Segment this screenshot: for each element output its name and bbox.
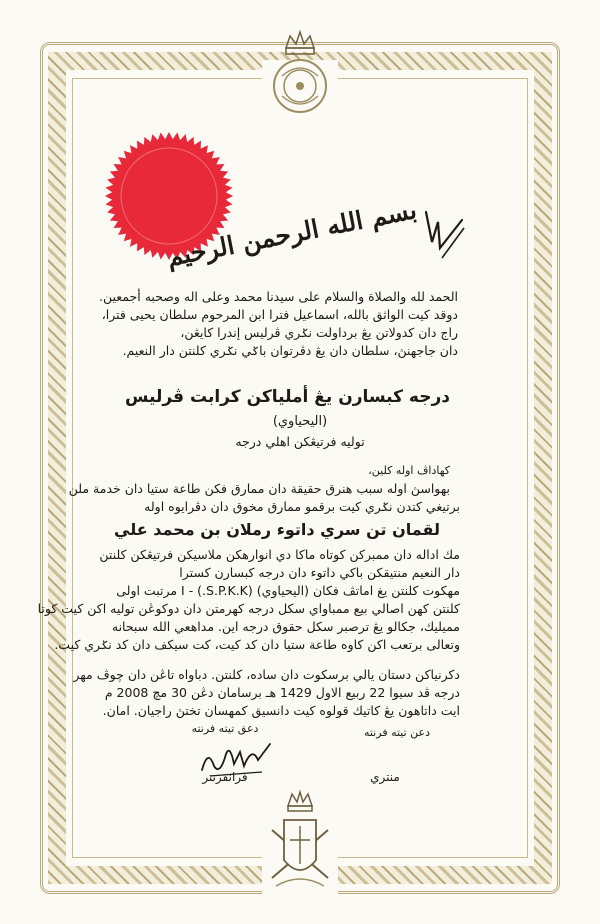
order-abbreviation: (اليحياوي) [272, 414, 328, 429]
body-line-6: دار النعيم منتيقكن باكي داتوء دان درجه كبسارن كسترا [179, 565, 460, 580]
recipient-name: لقمان تن سري داتوء رملان بن محمد علي [114, 520, 440, 539]
body-greeting: كهاداڤ اوله كلين، [368, 464, 450, 477]
preamble-line-1: الحمد لله والصلاة والسلام على سيدنا محمد وعلى اله وصحبه أجمعين. [99, 289, 458, 304]
signature-label-right-top: دعن تيته فرنته [363, 726, 431, 739]
preamble-line-2: دوقد كيت الواثق بالله، اسماعيل فترا ابن المرحوم سلطان يحيى فترا، [101, 307, 458, 322]
signature-label-left-top: دعق تيته فرنته [191, 722, 259, 735]
closing-line-2-date: درجه ڤد سيوا 22 ربيع الاول 1429 هـ برسامان دڠن 30 مچ 2008 م [104, 685, 460, 700]
closing-line-3: ايت داتاهون يڠ كاتيك قولوه كيت دانسيق كمهسان تختڽ راجيان. امان. [102, 703, 460, 718]
ruler-signature-icon [418, 202, 468, 266]
body-line-10: وتعالى برتعب اكن كاوه طاعة ستيا دان كد كيت، كت سيكف دان كد نݢري كيت. [54, 637, 460, 652]
body-line-5: مك اداله دان ممبركن كوتاه ماكا دي انوارهكن ملاسيكن فرتيڠكن كلنتن [99, 547, 460, 562]
order-subtitle: توليه فرتيڠكن اهلي درجه [235, 434, 365, 449]
body-line-8: كلنتن كهن اصالي بيع ممباواي سكل درجه كهرمتن دان دوكوڠن توليه اكن كيت كوتا [37, 601, 460, 616]
preamble-line-3: راج دان كدولاتن يڠ برداولت نݢري ڤرليس إندرا كايڠن، [180, 325, 458, 340]
royal-crest-bottom-icon [262, 790, 338, 894]
signature-title-left: فرانفرنتر [202, 770, 248, 784]
body-line-3: برتيغي كتدن نݢري كيت برقمو ممارق مخوق دان دڤرايوه اوله [144, 499, 460, 514]
order-title: درجه كبسارن يڠ أملياكن كرابت ڤرليس [125, 387, 450, 407]
signature-title-right: منتري [370, 770, 400, 784]
royal-crest-top-icon [262, 30, 338, 116]
body-line-2: بهواسڽ اوله سبب هنرق حقيقة دان ممارق فكن طاعة ستيا دان خدمة ملن [68, 481, 450, 496]
preamble-line-4: دان جاجهنڽ، سلطان دان يڠ دڤرتوان باݢي نݢري كلنتن دار النعيم. [122, 343, 458, 358]
body-line-7: مهكوت كلنتن يغ اماتڤ فكان (اليحياوي) (S.P.K.K.) - I مرتبت اولى [116, 583, 460, 598]
body-line-9: مميليك، جكالو يڠ ترصبر سكل حقوق درجه اين. مداهعي الله سبحانه [111, 619, 460, 634]
closing-line-1: دكرنياكن دستان يالي برسكوت دان ساده، كلنتن. دباواه تاڠن دان چوڤ مهر [73, 667, 460, 682]
basmala-heading: بسم الله الرحمن الرحيم [164, 195, 419, 272]
